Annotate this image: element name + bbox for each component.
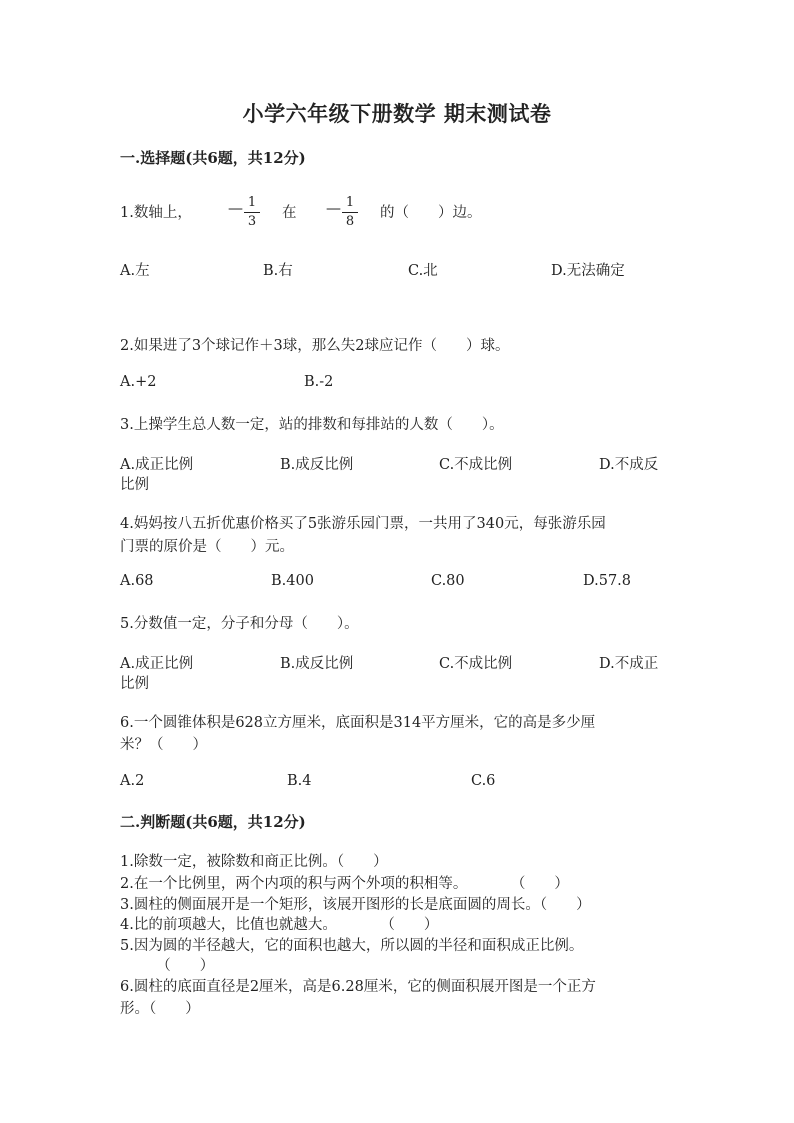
- fraction-denominator: 3: [247, 214, 257, 229]
- question-6-line-1: 6.一个圆锥体积是628立方厘米，底面积是314平方厘米，它的高是多少厘: [120, 715, 596, 731]
- judgment-item-1: 1.除数一定，被除数和商正比例。（ ）: [120, 854, 388, 870]
- option-d: D.不成反: [599, 457, 659, 473]
- question-1-mid: 在: [282, 205, 297, 221]
- option-a: A.+2: [120, 374, 157, 390]
- option-a: A.左: [120, 263, 150, 279]
- section-heading-choice: 一.选择题(共6题，共12分): [120, 149, 306, 167]
- option-c: C.不成比例: [439, 457, 513, 473]
- section-heading-judgment: 二.判断题(共6题，共12分): [120, 813, 306, 831]
- option-b: B.4: [287, 773, 312, 789]
- question-1-prefix: 1.数轴上，: [120, 205, 192, 221]
- fraction-numerator: 1: [345, 195, 355, 210]
- fraction-denominator: 8: [345, 214, 355, 229]
- judgment-item-6-wrap: 形。（ ）: [120, 1001, 200, 1017]
- judgment-item-6: 6.圆柱的底面直径是2厘米，高是6.28厘米，它的侧面积展开图是一个正方: [120, 979, 596, 995]
- judgment-item-2: 2.在一个比例里，两个内项的积与两个外项的积相等。 （ ）: [120, 876, 569, 892]
- fraction-bar: [244, 212, 260, 213]
- option-c: C.80: [431, 573, 465, 589]
- judgment-item-3: 3.圆柱的侧面展开是一个矩形，该展开图形的长是底面圆的周长。（ ）: [120, 897, 591, 913]
- option-a: A.2: [120, 773, 145, 789]
- question-1-fraction-2: [342, 195, 358, 230]
- option-b: B.400: [271, 573, 314, 589]
- option-b: B.-2: [304, 374, 334, 390]
- option-b: B.右: [263, 263, 293, 279]
- question-6-line-2: 米？（ ）: [120, 737, 207, 753]
- option-a: A.成正比例: [120, 457, 194, 473]
- option-a: A.成正比例: [120, 656, 194, 672]
- judgment-item-5-bracket: （ ）: [120, 958, 215, 974]
- judgment-item-4: 4.比的前项越大，比值也就越大。 （ ）: [120, 917, 439, 933]
- option-d: D.无法确定: [551, 263, 625, 279]
- fraction-numerator: 1: [247, 195, 257, 210]
- question-4-line-1: 4.妈妈按八五折优惠价格买了5张游乐园门票，一共用了340元，每张游乐园: [120, 516, 606, 532]
- judgment-item-5: 5.因为圆的半径越大，它的面积也越大，所以圆的半径和面积成正比例。: [120, 938, 584, 954]
- question-1-frac1-sign: —: [228, 199, 243, 217]
- option-d-wrap: 比例: [120, 477, 149, 493]
- fraction-bar: [342, 212, 358, 213]
- option-d: D.57.8: [583, 573, 632, 589]
- question-3: 3.上操学生总人数一定，站的排数和每排站的人数（ ）。: [120, 417, 504, 433]
- option-d-wrap: 比例: [120, 676, 149, 692]
- option-d: D.不成正: [599, 656, 659, 672]
- question-4-line-2: 门票的原价是（ ）元。: [120, 539, 294, 555]
- question-2: 2.如果进了3个球记作＋3球，那么失2球应记作（ ）球。: [120, 338, 510, 354]
- page-title: 小学六年级下册数学 期末测试卷: [242, 101, 552, 126]
- option-c: C.6: [471, 773, 496, 789]
- option-b: B.成反比例: [280, 656, 354, 672]
- option-c: C.不成比例: [439, 656, 513, 672]
- option-c: C.北: [408, 263, 438, 279]
- question-5: 5.分数值一定，分子和分母（ ）。: [120, 616, 359, 632]
- question-1-fraction-1: [244, 195, 260, 230]
- question-1-suffix: 的（ ）边。: [380, 205, 482, 221]
- option-a: A.68: [120, 573, 154, 589]
- option-b: B.成反比例: [280, 457, 354, 473]
- question-1-frac2-sign: —: [326, 199, 341, 217]
